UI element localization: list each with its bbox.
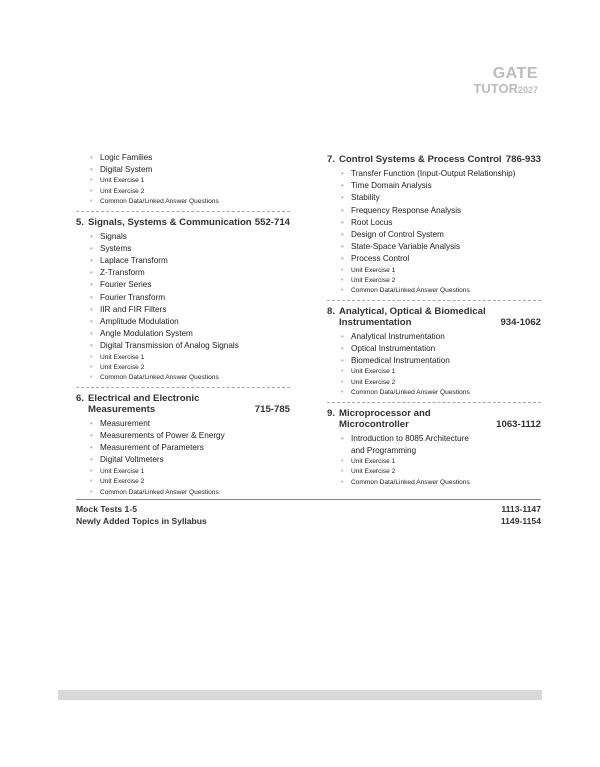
topic-line1: Introduction to 8085 Architecture <box>351 433 469 443</box>
section-title <box>339 408 493 430</box>
topic-item: • Systems <box>76 243 290 255</box>
topic-item: • Analytical Instrumentation <box>327 331 541 343</box>
footer-row <box>76 516 541 528</box>
gate-tutor-logo <box>473 66 538 97</box>
left-column <box>76 152 290 506</box>
exercise-item: • Unit Exercise 2 <box>76 187 290 197</box>
exercise-item: • Unit Exercise 2 <box>327 378 541 388</box>
section-number: 8. <box>327 305 336 317</box>
topic-item: • Biomedical Instrumentation <box>327 355 541 367</box>
exercise-item: • Unit Exercise 1 <box>327 367 541 377</box>
toc-footer <box>76 499 541 527</box>
section-title: Signals, Systems & Communication <box>88 216 252 228</box>
exercise-item: • Common Data/Linked Answer Questions <box>76 373 290 383</box>
exercise-item: • Common Data/Linked Answer Questions <box>327 388 541 398</box>
topic-item: • Design of Control System <box>327 229 541 241</box>
section-6 <box>76 393 290 501</box>
section-heading <box>327 306 541 328</box>
exercise-item: • Unit Exercise 1 <box>76 176 290 186</box>
topic-item: • Digital System <box>76 164 290 176</box>
section-title-line2: Instrumentation <box>339 316 412 328</box>
topic-item: • Measurement of Parameters <box>76 442 290 454</box>
footer-pages: 1149-1154 <box>500 515 541 526</box>
exercise-item: • Unit Exercise 1 <box>76 467 290 477</box>
topic-item: • Frequency Response Analysis <box>327 205 541 217</box>
exercise-item: • Unit Exercise 2 <box>327 467 541 477</box>
footer-pages: 1113-1147 <box>501 504 541 514</box>
topic-item: • Fourier Series <box>76 279 290 291</box>
topic-item: • Signals <box>76 231 290 243</box>
topic-item: • Transfer Function (Input-Output Relationship) <box>327 168 541 180</box>
section-7 <box>327 154 541 301</box>
topic-item: • Stability <box>327 192 541 204</box>
section-number: 5. <box>76 216 85 228</box>
footer-row <box>76 504 541 516</box>
section-pages: 715-785 <box>254 403 290 415</box>
topic-item: • Process Control <box>327 253 541 265</box>
section-heading <box>327 154 541 165</box>
section-title-line1: Analytical, Optical & Biomedical <box>339 305 486 317</box>
section-pages: 552-714 <box>254 216 290 228</box>
topic-item: • Measurement <box>76 418 290 430</box>
exercise-item: • Unit Exercise 1 <box>327 266 541 276</box>
exercise-item: • Unit Exercise 2 <box>327 276 541 286</box>
section-pages: 786-933 <box>505 154 541 165</box>
section-pages: 1063-1112 <box>496 418 541 430</box>
continued-section <box>76 152 290 212</box>
right-column <box>327 152 541 496</box>
topic-item: • Laplace Transform <box>76 255 290 267</box>
topic-item: • Optical Instrumentation <box>327 343 541 355</box>
topic-item: • Angle Modulation System <box>76 328 290 340</box>
exercise-item: • Unit Exercise 1 <box>327 457 541 467</box>
section-title-line1: Microprocessor and <box>339 407 431 419</box>
section-heading <box>76 393 290 415</box>
logo-line2 <box>473 82 538 97</box>
section-title-line2: Measurements <box>88 403 156 415</box>
topic-item: • Z-Transform <box>76 267 290 279</box>
section-5 <box>76 217 290 388</box>
logo-year: 2027 <box>517 85 538 95</box>
topic-item: • Digital Transmission of Analog Signals <box>76 340 290 352</box>
exercise-item: • Common Data/Linked Answer Questions <box>327 478 541 488</box>
exercise-item: • Unit Exercise 2 <box>76 363 290 373</box>
topic-item: • Root Locus <box>327 217 541 229</box>
section-heading <box>327 408 541 430</box>
topic-line2: and Programming <box>351 445 417 455</box>
section-heading <box>76 217 290 228</box>
logo-line1: GATE <box>492 65 538 82</box>
topic-item: • Amplitude Modulation <box>76 316 290 328</box>
footer-label: Mock Tests 1-5 <box>76 504 137 514</box>
section-number: 6. <box>76 392 85 404</box>
exercise-item: • Unit Exercise 1 <box>76 353 290 363</box>
section-title-line1: Electrical and Electronic <box>88 392 200 404</box>
section-title: Control Systems & Process Control <box>339 154 502 165</box>
exercise-item: • Common Data/Linked Answer Questions <box>327 286 541 296</box>
topic-item: • Fourier Transform <box>76 292 290 304</box>
section-title <box>339 306 497 328</box>
topic-item: • IIR and FIR Filters <box>76 304 290 316</box>
exercise-item: • Unit Exercise 2 <box>76 477 290 487</box>
logo-tutor: TUTOR <box>473 81 518 96</box>
section-title-line2: Microcontroller <box>339 418 409 430</box>
exercise-item: • Common Data/Linked Answer Questions <box>76 488 290 498</box>
bottom-gray-bar <box>58 690 542 700</box>
topic-item <box>327 433 541 457</box>
section-title <box>88 393 252 415</box>
exercise-item: • Common Data/Linked Answer Questions <box>76 197 290 207</box>
topic-item: • Logic Families <box>76 152 290 164</box>
section-9 <box>327 408 541 492</box>
section-number: 9. <box>327 407 336 419</box>
section-number: 7. <box>327 154 336 165</box>
footer-label: Newly Added Topics in Syllabus <box>76 515 207 526</box>
section-pages: 934-1062 <box>500 316 541 328</box>
topic-item: • Measurements of Power & Energy <box>76 430 290 442</box>
section-8 <box>327 306 541 403</box>
topic-item: • State-Space Variable Analysis <box>327 241 541 253</box>
topic-item: • Time Domain Analysis <box>327 180 541 192</box>
topic-item: • Digital Voltmeters <box>76 454 290 466</box>
